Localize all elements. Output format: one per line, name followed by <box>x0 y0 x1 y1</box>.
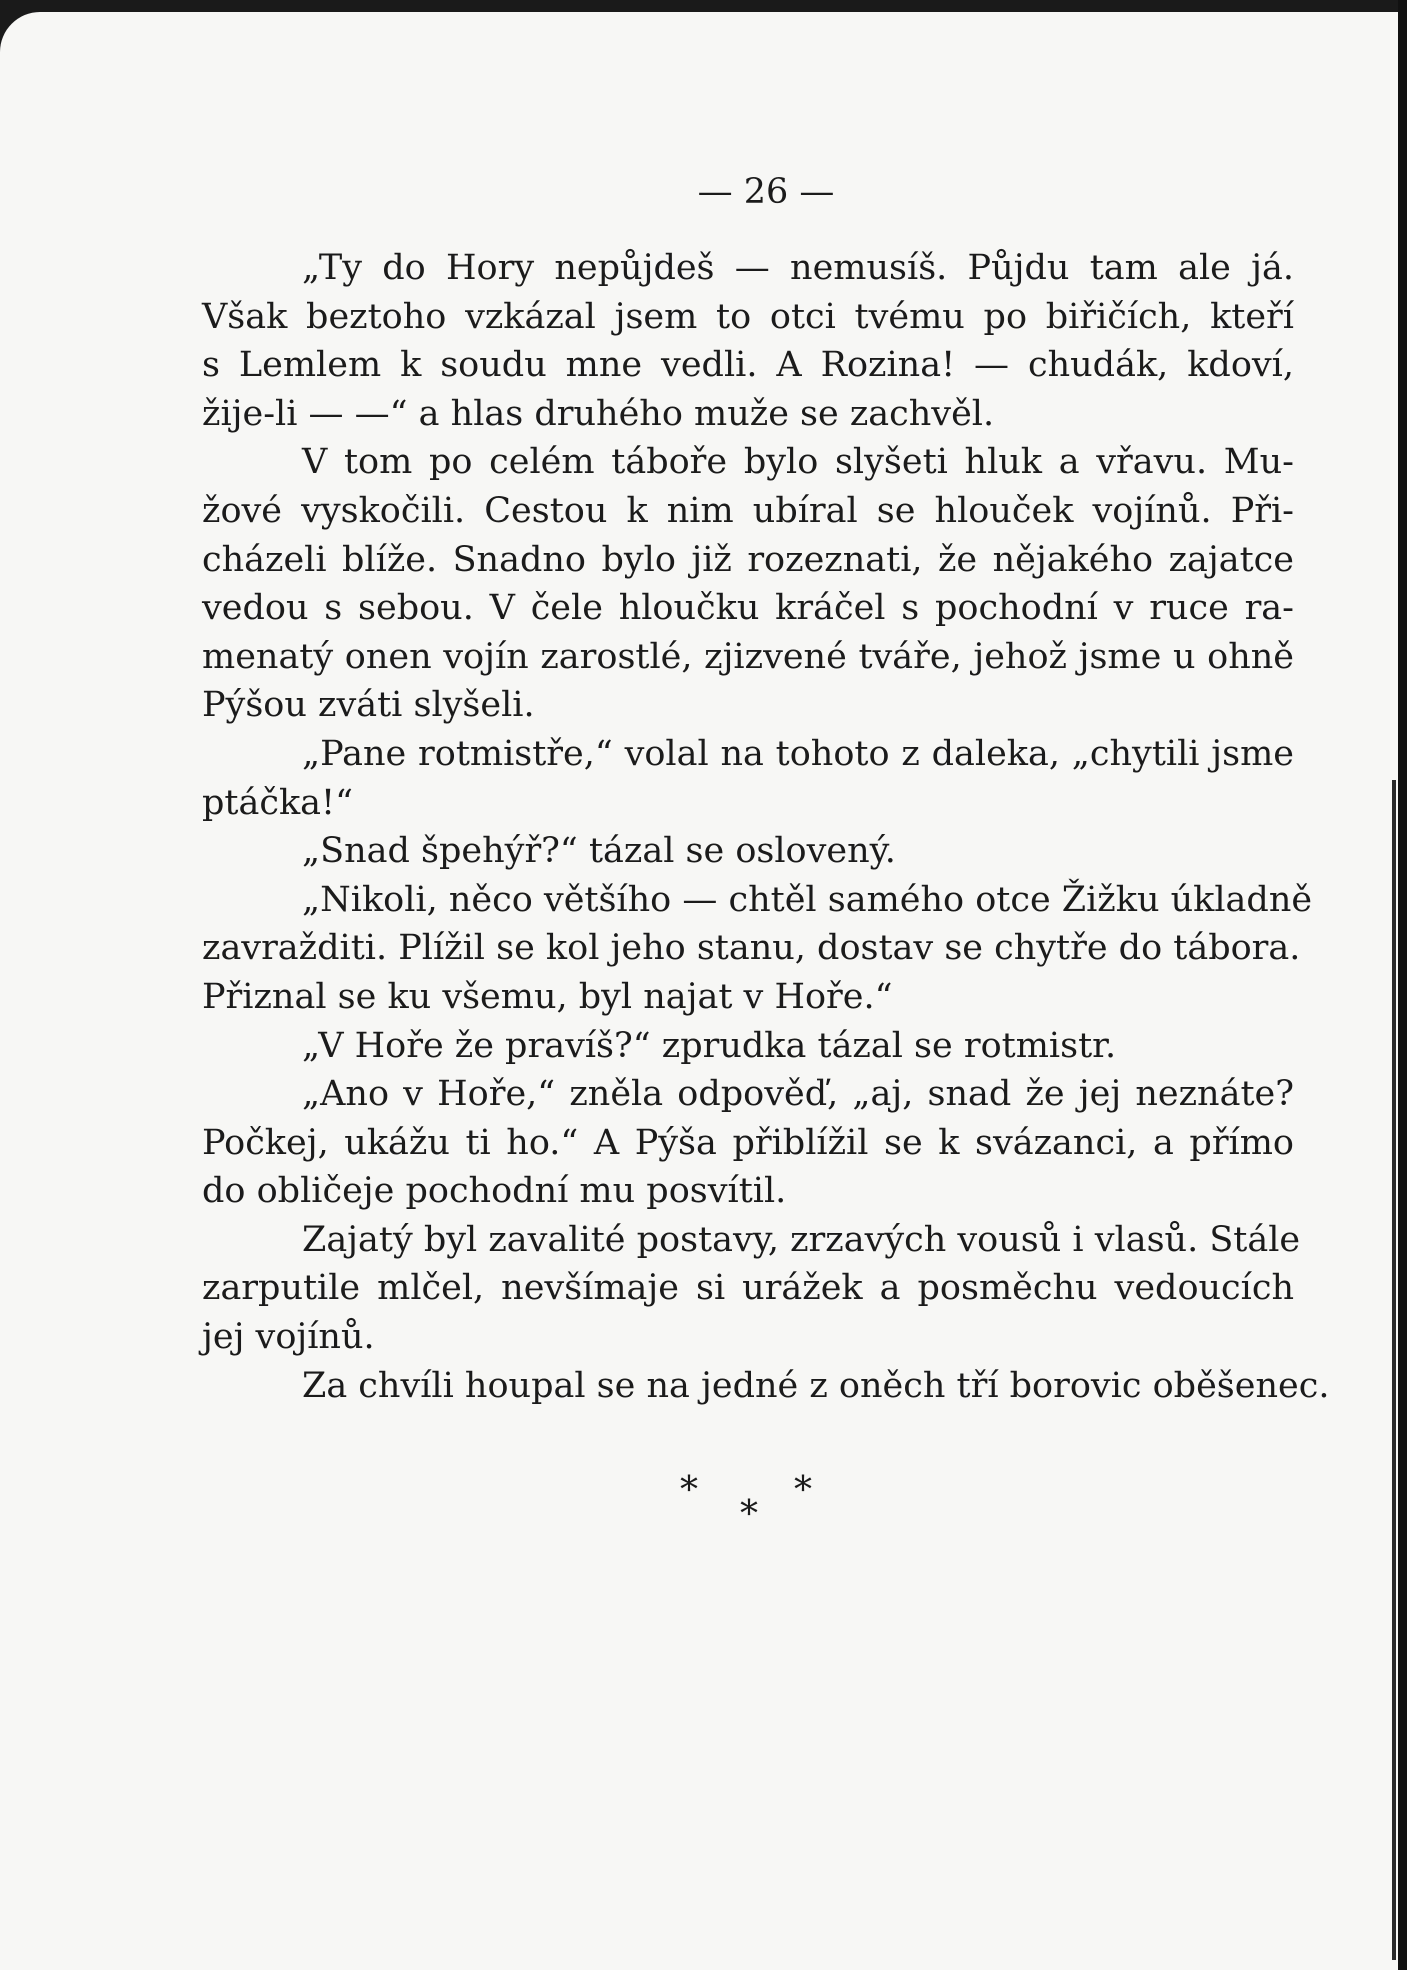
asterisk: * <box>680 1470 698 1511</box>
text-line: Však beztoho vzkázal jsem to otci tvému po biřičích, kteří <box>202 296 1294 337</box>
text-line: ptáčka!“ <box>202 782 353 823</box>
asterisk: * <box>794 1470 812 1511</box>
text-line: žije-li — —“ a hlas druhého muže se zachvěl. <box>202 393 995 434</box>
text-line: zavražditi. Plížil se kol jeho stanu, dostav se chytře do tábora. <box>202 928 1301 969</box>
text-line: do obličeje pochodní mu posvítil. <box>202 1171 787 1212</box>
text-line: cházeli blíže. Snadno bylo již rozeznati, že nějakého zajatce <box>202 539 1294 580</box>
text-line: zarputile mlčel, nevšímaje si urážek a posměchu vedoucích <box>202 1268 1294 1309</box>
text-line: „Snad špehýř?“ tázal se oslovený. <box>302 831 896 872</box>
section-break-asterism <box>672 1470 822 1540</box>
page-text <box>202 172 1330 1410</box>
text-line: Zajatý byl zavalité postavy, zrzavých vousů i vlasů. Stále <box>302 1219 1301 1260</box>
page-edge-rule <box>1392 780 1396 1960</box>
text-line: jej vojínů. <box>202 1317 375 1358</box>
text-line: „Ano v Hoře,“ zněla odpověď, „aj, snad že jej neznáte? <box>302 1074 1294 1115</box>
text-line: „Nikoli, něco většího — chtěl samého otce Žižku úkladně <box>302 879 1313 920</box>
text-line: žové vyskočili. Cestou k nim ubíral se hlouček vojínů. Při- <box>202 490 1294 531</box>
text-line: menatý onen vojín zarostlé, zjizvené tváře, jehož jsme u ohně <box>202 636 1294 677</box>
text-line: „Pane rotmistře,“ volal na tohoto z daleka, „chytili jsme <box>302 733 1294 774</box>
text-line: Za chvíli houpal se na jedné z oněch tří borovic oběšenec. <box>302 1365 1330 1406</box>
text-line: Přiznal se ku všemu, byl najat v Hoře.“ <box>202 976 893 1017</box>
text-line: s Lemlem k soudu mne vedli. A Rozina! — chudák, kdoví, <box>202 345 1294 386</box>
text-line: „V Hoře že pravíš?“ zprudka tázal se rotmistr. <box>302 1025 1117 1066</box>
text-line: V tom po celém táboře bylo slyšeti hluk a vřavu. Mu- <box>302 442 1294 483</box>
text-line: „Ty do Hory nepůjdeš — nemusíš. Půjdu tam ale já. <box>302 248 1294 288</box>
page-edge-shadow <box>1398 0 1407 1970</box>
text-line: Počkej, ukážu ti ho.“ A Pýša přiblížil se k svázanci, a přímo <box>202 1122 1294 1163</box>
asterisk: * <box>740 1494 758 1535</box>
text-line: vedou s sebou. V čele hloučku kráčel s pochodní v ruce ra- <box>202 588 1294 629</box>
page-number: — 26 — <box>697 172 835 212</box>
text-line: Pýšou zváti slyšeli. <box>202 685 535 726</box>
